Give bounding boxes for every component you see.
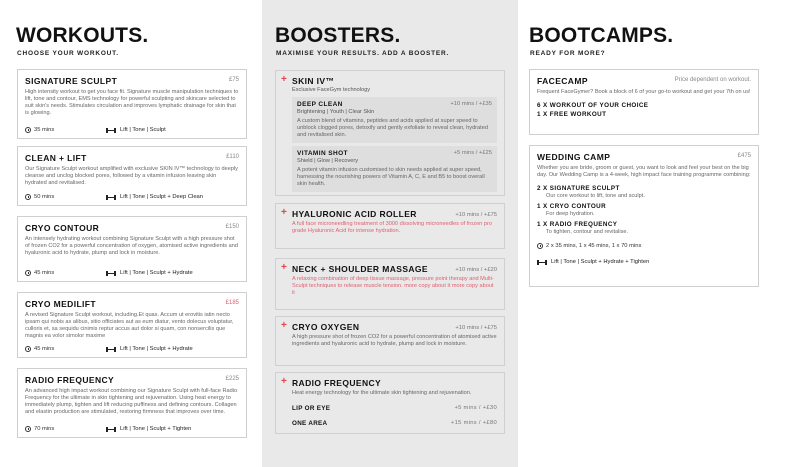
card-description: High intensity workout to get you face fit. Signature muscle manipulation techniques to lift, tone and contour, EMS technology for powerful sculpting and skincare selected to suit skin's needs. Stimulates circulation and improves lymphatic drainage for skin that is glowing. <box>25 89 239 116</box>
card-duration <box>25 346 54 352</box>
booster-title: SKIN IV™ <box>292 76 335 86</box>
option-title: LIP OR EYE <box>292 405 331 412</box>
booster-cryo-oxygen[interactable] <box>275 316 505 366</box>
booster-option-vitamin-shot[interactable] <box>292 146 497 192</box>
duration-text: 45 mins <box>34 270 55 276</box>
card-price: Price dependent on workout. <box>674 77 751 83</box>
clock-icon <box>25 127 31 133</box>
booster-option-lip-or-eye[interactable] <box>292 405 497 412</box>
workout-card-cryo-contour[interactable] <box>17 216 247 282</box>
option-description: A custom blend of vitamins, peptides and acids applied at super speed to unblock clogged pores, detoxify and gently exfoliate to reveal clean, hydrated and revitalised skin. <box>297 118 488 138</box>
boosters-column <box>262 0 518 467</box>
card-price: £225 <box>225 376 239 382</box>
option-price: +5 mins / +£30 <box>454 405 497 411</box>
wedding-line-cryo-contour: 1 X CRYO CONTOUR <box>537 203 607 210</box>
card-tags <box>537 259 751 265</box>
clock-icon <box>25 426 31 432</box>
booster-price: +10 mins / +£20 <box>455 267 497 273</box>
booster-subtitle: Exclusive FaceGym technology <box>292 87 371 93</box>
boosters-heading: BOOSTERS. <box>275 24 401 47</box>
tags-text: Lift | Tone | Sculpt + Tighten <box>120 426 192 432</box>
option-title: VITAMIN SHOT <box>297 150 348 157</box>
plus-icon: + <box>281 207 287 218</box>
wedding-line-cryo-contour-sub: For deep hydration. <box>546 211 595 217</box>
card-title: SIGNATURE SCULPT <box>25 76 118 86</box>
facecamp-line-workouts: 6 X WORKOUT OF YOUR CHOICE <box>537 102 649 109</box>
plus-icon: + <box>281 376 287 387</box>
option-title: ONE AREA <box>292 420 328 427</box>
card-duration <box>25 270 54 276</box>
workout-card-signature-sculpt[interactable] <box>17 69 247 139</box>
duration-text: 50 mins <box>34 194 55 200</box>
wedding-line-signature-sculpt-sub: Our core workout to lift, tone and sculpt. <box>546 193 645 199</box>
booster-description: Heat energy technology for the ultimate skin tightening and rejuvenation. <box>292 390 472 396</box>
tags-text: Lift | Tone | Sculpt + Hydrate <box>120 346 193 352</box>
option-subtitle: Brightening | Youth | Clear Skin <box>297 109 375 115</box>
card-title: RADIO FREQUENCY <box>25 375 115 385</box>
card-tags <box>106 426 191 432</box>
card-title: CRYO CONTOUR <box>25 223 100 233</box>
option-price: +15 mins / +£80 <box>450 420 497 426</box>
workouts-column <box>0 0 262 467</box>
card-tags <box>106 127 166 133</box>
tags-text: Lift | Tone | Sculpt + Hydrate <box>120 270 193 276</box>
card-tags <box>106 346 193 352</box>
card-price: £110 <box>226 154 239 160</box>
booster-description: A full face microneedling treatment of 3000 dissolving microneedles of frozen pro grade Hyaluronic Acid for intense hydration. <box>292 221 492 234</box>
card-description: A revised Signature Sculpt workout, including.Et quas. Accum ut erovitis iatin necto ipsam qui nobis as alibus, sitio officiates aut as eum diatur, vento dolecus voluptatur, culloris et, sa sequidu cinimis reptur accus aut dolor si quam, con nonsercilis que magnis ea volor simolor maxime <box>25 312 234 339</box>
bootcamps-subheading: READY FOR MORE? <box>530 50 606 57</box>
workouts-heading: WORKOUTS. <box>16 24 149 47</box>
card-price: £75 <box>228 77 239 83</box>
booster-neck-shoulder-massage[interactable] <box>275 258 505 310</box>
clock-icon <box>25 270 31 276</box>
duration-text: 35 mins <box>34 127 55 133</box>
clock-icon <box>25 194 31 200</box>
card-duration <box>25 426 54 432</box>
booster-description: A relaxing combination of deep tissue massage, pressure point therapy and Multi-Sculpt techniques to release muscle tension. more copy about it more copy about it <box>292 276 494 296</box>
option-price: +10 mins / +£35 <box>450 101 492 107</box>
booster-price: +10 mins / +£75 <box>455 325 497 331</box>
dumbbell-icon <box>106 427 116 432</box>
card-description: An intensely hydrating workout combining Signature Sculpt with a high pressure shot of frozen CO2 for a powerful concentration of oxygen, atomised active ingredients and hyaluronic acid to hydrate, plump and lock in moisture. <box>25 236 238 256</box>
clock-icon <box>537 243 543 249</box>
option-title: DEEP CLEAN <box>297 101 343 108</box>
card-tags <box>106 270 193 276</box>
tags-text: Lift | Tone | Sculpt + Hydrate + Tighten <box>551 259 650 265</box>
duration-text: 45 mins <box>34 346 55 352</box>
booster-radio-frequency[interactable] <box>275 372 505 434</box>
dumbbell-icon <box>106 195 116 200</box>
wedding-line-radio-frequency-sub: To tighten, contour and revitalise. <box>546 229 629 235</box>
bootcamp-card-wedding-camp[interactable] <box>529 145 759 287</box>
booster-option-one-area[interactable] <box>292 420 497 427</box>
dumbbell-icon <box>106 128 116 133</box>
workouts-subheading: CHOOSE YOUR WORKOUT. <box>17 50 119 57</box>
card-title: FACECAMP <box>537 76 588 86</box>
card-duration <box>537 243 751 249</box>
tags-text: Lift | Tone | Sculpt + Deep Clean <box>120 194 203 200</box>
card-title: CRYO MEDILIFT <box>25 299 96 309</box>
card-description: Whether you are bride, groom or guest, you want to look and feel your best on the big day. Our Wedding Camp is a 4-week, high impact face training programme combining: <box>537 165 751 178</box>
dumbbell-icon <box>106 347 116 352</box>
booster-title: RADIO FREQUENCY <box>292 378 382 388</box>
workout-card-cryo-medilift[interactable] <box>17 292 247 358</box>
card-duration <box>25 194 54 200</box>
option-price: +5 mins / +£25 <box>453 150 492 156</box>
tags-text: Lift | Tone | Sculpt <box>120 127 166 133</box>
wedding-line-signature-sculpt: 2 X SIGNATURE SCULPT <box>537 185 620 192</box>
clock-icon <box>25 346 31 352</box>
card-description: Frequent FaceGymer? Book a block of 6 of your go-to workout and get your 7th on us! <box>537 89 751 95</box>
bootcamps-heading: BOOTCAMPS. <box>529 24 674 47</box>
booster-title: NECK + SHOULDER MASSAGE <box>292 264 429 274</box>
dumbbell-icon <box>537 260 547 265</box>
boosters-subheading: MAXIMISE YOUR RESULTS. ADD A BOOSTER. <box>276 50 450 57</box>
plus-icon: + <box>281 262 287 273</box>
bootcamp-card-facecamp[interactable] <box>529 69 759 135</box>
duration-text: 70 mins <box>34 426 55 432</box>
card-duration <box>25 127 54 133</box>
dumbbell-icon <box>106 271 116 276</box>
wedding-line-radio-frequency: 1 X RADIO FREQUENCY <box>537 221 618 228</box>
workout-card-radio-frequency[interactable] <box>17 368 247 438</box>
card-price: £150 <box>225 224 239 230</box>
card-description: An advanced high impact workout combining our Signature Sculpt with full-face Radio Frequency for the ultimate in skin tightening and rejuvenation. Using heat energy to immediately plump, tighten and lift reducing puffiness and defining contours. Collagen and elastin production are stimulated, restoring firmness that improves over time. <box>25 388 238 415</box>
option-description: A potent vitamin infusion customised to skin needs applied at super speed, harnessing the nourishing powers of Vitamin A, C, E and B5 to boost overall skin health. <box>297 167 485 187</box>
facecamp-line-free: 1 X FREE WORKOUT <box>537 111 607 118</box>
plus-icon: + <box>281 74 287 85</box>
workout-card-clean-lift[interactable] <box>17 146 247 206</box>
plus-icon: + <box>281 320 287 331</box>
card-price: £475 <box>737 153 751 159</box>
bootcamps-column <box>518 0 786 467</box>
booster-price: +10 mins / +£75 <box>455 212 497 218</box>
duration-text: 2 x 35 mins, 1 x 45 mins, 1 x 70 mins <box>546 243 642 249</box>
booster-skin-iv[interactable] <box>275 70 505 196</box>
booster-description: A high pressure shot of frozen CO2 for a powerful concentration of atomised active ingredients and hyaluronic acid to hydrate, plump and lock in moisture. <box>292 334 497 347</box>
booster-option-deep-clean[interactable] <box>292 97 497 143</box>
card-title: CLEAN + LIFT <box>25 153 87 163</box>
card-title: WEDDING CAMP <box>537 152 611 162</box>
booster-hyaluronic-acid-roller[interactable] <box>275 203 505 249</box>
option-subtitle: Shield | Glow | Recovery <box>297 158 359 164</box>
booster-title: CRYO OXYGEN <box>292 322 360 332</box>
booster-title: HYALURONIC ACID ROLLER <box>292 209 417 219</box>
card-price: £185 <box>225 300 239 306</box>
card-description: Our Signature Sculpt workout amplified with exclusive SKIN IV™ technology to deeply cleanse and unclog blocked pores, followed by a vitamin infusion leaving skin hydrated and revitalised. <box>25 166 238 186</box>
card-tags <box>106 194 203 200</box>
